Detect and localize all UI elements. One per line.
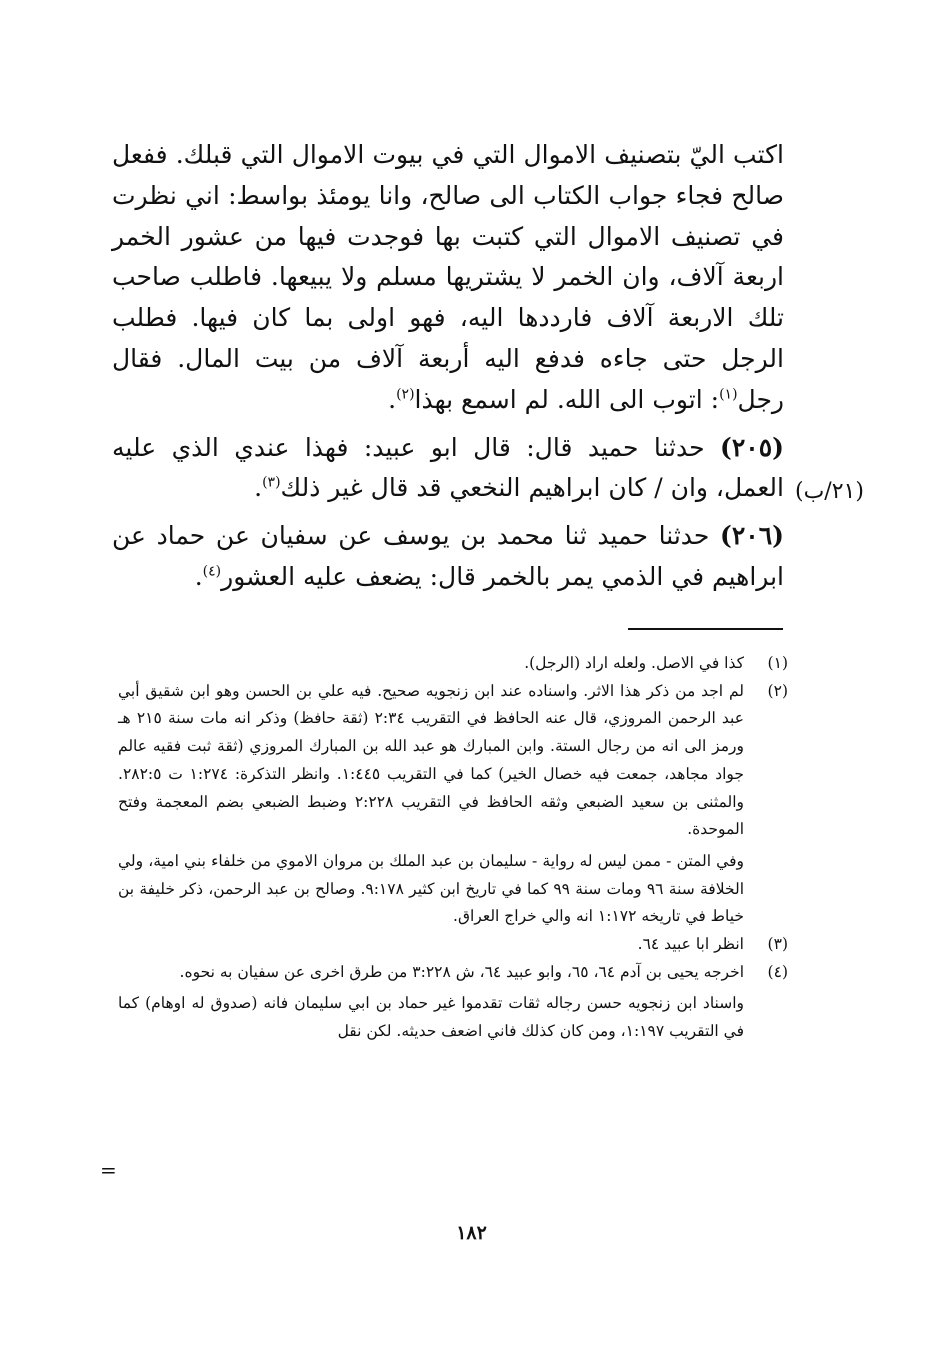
footnote-ref-3: (٣) [262,475,281,492]
footnote-text: لم اجد من ذكر هذا الاثر. واسناده عند ابن زنجويه صحيح. فيه علي بن الحسن وهو ابن شقيق أبي عبد الرحمن المروزي، قال عنه الحافظ في التقريب ٢:٣٤ (ثقة حافظ) وذكر انه مات سنة ٢١٥ هـ ورمز الى انه من رجال الستة. وابن المبارك هو عبد الله بن المبارك المروزي (ثقة ثبت فقيه عالم جواد مجاهد، جمعت فيه خصال الخير) كما في التقريب ١:٤٤٥. وانظر التذكرة: ١:٢٧٤ ت ٢٨٢:٥. والمثنى بن سعيد الضبعي وثقه الحافظ في التقريب ٢:٢٢٨ وضبط الضبعي بضم المعجمة وفتح الموحدة. [118,681,745,839]
footnote-text: انظر ابا عبيد ٦٤. [637,935,744,954]
page-number: ١٨٢ [456,1222,487,1244]
paragraph-1-end: . [388,384,397,414]
paragraph-1-middle: : اتوب الى الله. لم اسمع بهذا [414,384,720,414]
paragraph-1 [112,135,784,421]
footnote-text: كذا في الاصل. ولعله اراد (الرجل). [524,654,744,672]
main-text [112,135,784,598]
footnote-number: (٢) [767,681,788,700]
footnote-number: (٣) [767,935,788,954]
hadith-205-text: حدثنا حميد قال: قال ابو عبيد: فهذا عندي الذي عليه العمل، وان / كان ابراهيم النخعي قد قال غير ذلك [112,432,784,503]
footnote-ref-2: (٢) [396,386,415,403]
manuscript-folio-reference: (٢١/ب) [795,479,864,504]
footnote-4 [118,959,788,987]
footnote-3 [118,931,788,959]
footnote-number: (٤) [767,962,788,981]
footnote-4-continuation: واسناد ابن زنجويه حسن رجاله ثقات تقدموا غير حماد بن ابي سليمان فانه (صدوق له اوهام) كما في التقريب ١:١٩٧، ومن كان كذلك فاني اضعف حديثه. لكن نقل [118,994,744,1041]
paragraph-1-text: اكتب اليّ بتصنيف الاموال التي في بيوت الاموال التي قبلك. ففعل صالح فجاء جواب الكتاب الى صالح، وانا يومئذ بواسط: اني نظرت في تصنيف الاموال التي كتبت بها فوجدت فيها من عشور الخمر اربعة آلاف، وان الخمر لا يشتريها مسلم ولا يبيعها. فاطلب صاحب تلك الاربعة آلاف فارددها اليه، فهو اولى بما كان فيها. فطلب الرجل حتى جاءه فدفع اليه أربعة آلاف من بيت المال. فقال رجل [112,140,784,414]
hadith-205-end: . [254,473,263,503]
footnote-separator [628,628,783,630]
continuation-mark: = [100,1158,117,1182]
footnote-ref-1: (١) [719,386,738,403]
footnote-2 [118,678,788,844]
hadith-206-text: حدثنا حميد ثنا محمد بن يوسف عن سفيان عن حماد عن ابراهيم في الذمي يمر بالخمر قال: يضعف عليه العشور [112,521,784,591]
hadith-205-number: (٢٠٥) [720,432,785,462]
hadith-206-end: . [194,561,203,591]
footnote-ref-4: (٤) [202,563,222,580]
footnotes [118,650,788,1046]
hadith-205 [112,428,784,510]
hadith-206 [112,516,784,598]
footnote-2-continuation: وفي المتن - ممن ليس له رواية - سليمان بن عبد الملك بن مروان الاموي من خلفاء بني امية، ولي الخلافة سنة ٩٦ ومات سنة ٩٩ كما في تاريخ ابن كثير ٩:١٧٨. وصالح بن عبد الرحمن، ذكر خليفة بن خياط في تاريخه ١:١٧٢ انه والي خراج العراق. [118,851,744,926]
footnote-number: (١) [767,654,788,672]
hadith-206-number: (٢٠٦) [720,521,784,551]
footnote-text: اخرجه يحيى بن آدم ٦٤، ٦٥، وابو عبيد ٦٤، ش ٣:٢٢٨ من طرق اخرى عن سفيان به نحوه. [179,962,744,981]
footnote-1 [118,650,788,678]
